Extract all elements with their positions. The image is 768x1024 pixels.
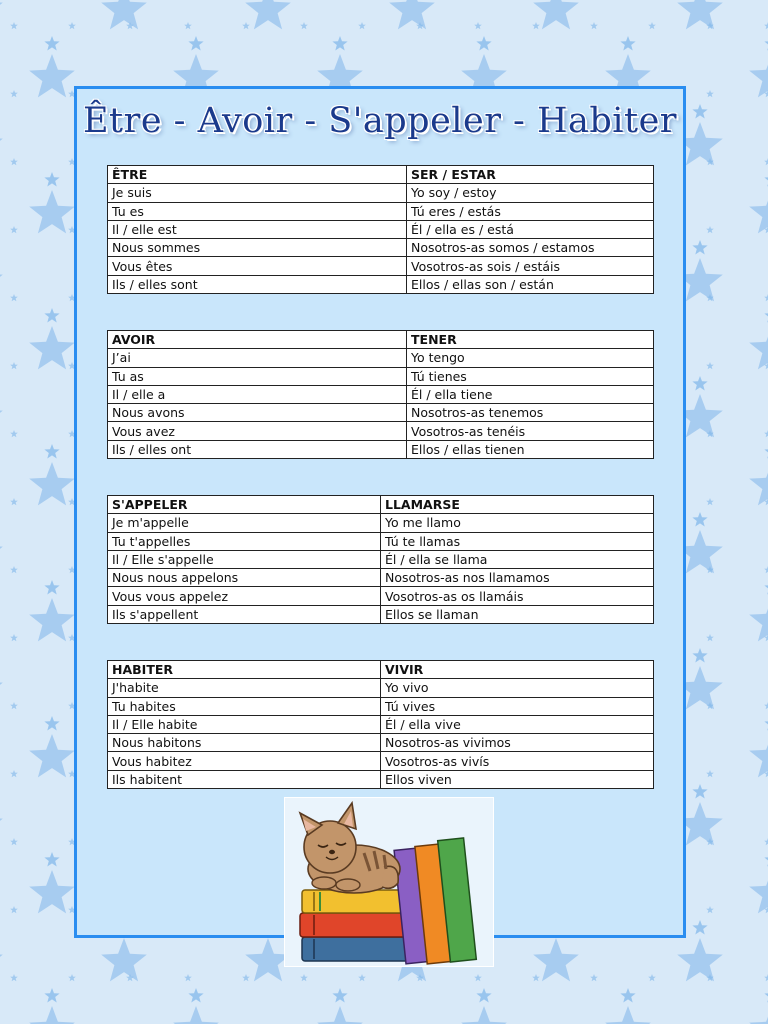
star-icon <box>29 1006 75 1024</box>
star-icon <box>706 498 714 505</box>
french-form-cell: Nous habitons <box>108 734 381 752</box>
french-verb-header: AVOIR <box>108 331 407 349</box>
star-icon <box>749 462 768 505</box>
spanish-form-cell: Vosotros-as tenéis <box>407 422 654 440</box>
table-row <box>108 385 654 403</box>
table-row <box>108 404 654 422</box>
star-icon <box>749 54 768 97</box>
spanish-form-cell: Nosotros-as somos / estamos <box>407 239 654 257</box>
spanish-form-cell: Él / ella vive <box>381 715 654 733</box>
star-icon <box>10 22 18 29</box>
star-icon <box>677 0 723 29</box>
spanish-form-cell: Yo soy / estoy <box>407 184 654 202</box>
french-form-cell: Ils / elles sont <box>108 275 407 293</box>
table-row <box>108 532 654 550</box>
star-icon <box>29 326 75 369</box>
table-row <box>108 715 654 733</box>
star-icon <box>764 172 768 187</box>
star-icon <box>749 190 768 233</box>
habiter-conjugation-table <box>107 660 654 789</box>
star-icon <box>101 0 147 29</box>
french-form-cell: Nous avons <box>108 404 407 422</box>
spanish-form-cell: Nosotros-as nos llamamos <box>381 569 654 587</box>
spanish-verb-header: LLAMARSE <box>381 496 654 514</box>
star-icon <box>590 974 598 981</box>
star-icon <box>29 598 75 641</box>
french-form-cell: Il / Elle s'appelle <box>108 550 381 568</box>
star-icon <box>173 1006 219 1024</box>
french-form-cell: Ils habitent <box>108 770 381 788</box>
sappeler-conjugation-table <box>107 495 654 624</box>
star-icon <box>10 838 18 845</box>
table-row <box>108 202 654 220</box>
spanish-form-cell: Tú te llamas <box>381 532 654 550</box>
table-header-row <box>108 331 654 349</box>
table-row <box>108 734 654 752</box>
star-icon <box>10 974 18 981</box>
star-icon <box>764 294 768 301</box>
table-row <box>108 697 654 715</box>
star-icon <box>10 770 18 777</box>
star-icon <box>68 974 76 981</box>
star-icon <box>692 920 707 935</box>
french-form-cell: Il / Elle habite <box>108 715 381 733</box>
star-icon <box>764 22 768 29</box>
french-form-cell: Vous avez <box>108 422 407 440</box>
star-icon <box>44 36 59 51</box>
table-row <box>108 550 654 568</box>
star-icon <box>476 988 491 1003</box>
french-form-cell: Vous êtes <box>108 257 407 275</box>
french-form-cell: Il / elle a <box>108 385 407 403</box>
table-header-row <box>108 661 654 679</box>
star-icon <box>532 22 540 29</box>
spanish-form-cell: Él / ella tiene <box>407 385 654 403</box>
table-row <box>108 349 654 367</box>
star-icon <box>332 988 347 1003</box>
table-row <box>108 770 654 788</box>
star-icon <box>0 530 3 573</box>
spanish-form-cell: Vosotros-as os llamáis <box>381 587 654 605</box>
star-icon <box>605 1006 651 1024</box>
spanish-verb-header: TENER <box>407 331 654 349</box>
star-icon <box>764 430 768 437</box>
star-icon <box>590 22 598 29</box>
star-icon <box>44 444 59 459</box>
spanish-form-cell: Tú vives <box>381 697 654 715</box>
star-icon <box>10 634 18 641</box>
french-form-cell: Vous vous appelez <box>108 587 381 605</box>
table-row <box>108 752 654 770</box>
star-icon <box>474 22 482 29</box>
star-icon <box>764 838 768 845</box>
table-row <box>108 569 654 587</box>
star-icon <box>533 0 579 29</box>
star-icon <box>29 54 75 97</box>
star-icon <box>332 36 347 51</box>
avoir-conjugation-table <box>107 330 654 459</box>
french-form-cell: Tu as <box>108 367 407 385</box>
star-icon <box>358 974 366 981</box>
star-icon <box>620 36 635 51</box>
table-row <box>108 275 654 293</box>
star-icon <box>764 716 768 731</box>
star-icon <box>476 36 491 51</box>
table-row <box>108 184 654 202</box>
star-icon <box>692 104 707 119</box>
french-form-cell: Vous habitez <box>108 752 381 770</box>
spanish-form-cell: Vosotros-as sois / estáis <box>407 257 654 275</box>
star-icon <box>29 190 75 233</box>
star-icon <box>29 870 75 913</box>
star-icon <box>300 974 308 981</box>
star-icon <box>10 430 18 437</box>
star-icon <box>648 22 656 29</box>
star-icon <box>648 974 656 981</box>
star-icon <box>0 802 3 845</box>
star-icon <box>764 852 768 867</box>
star-icon <box>706 906 714 913</box>
star-icon <box>533 938 579 981</box>
star-icon <box>764 988 768 1003</box>
star-icon <box>620 988 635 1003</box>
french-form-cell: Tu habites <box>108 697 381 715</box>
star-icon <box>692 784 707 799</box>
star-icon <box>245 0 291 29</box>
star-icon <box>10 498 18 505</box>
star-icon <box>68 22 76 29</box>
page-title: Être - Avoir - S'appeler - Habiter <box>82 101 678 141</box>
star-icon <box>10 362 18 369</box>
spanish-form-cell: Tú eres / estás <box>407 202 654 220</box>
star-icon <box>358 22 366 29</box>
star-icon <box>10 226 18 233</box>
star-icon <box>532 974 540 981</box>
star-icon <box>10 566 18 573</box>
spanish-form-cell: Ellos viven <box>381 770 654 788</box>
french-form-cell: Nous sommes <box>108 239 407 257</box>
french-verb-header: S'APPELER <box>108 496 381 514</box>
star-icon <box>0 258 3 301</box>
star-icon <box>184 22 192 29</box>
star-icon <box>44 580 59 595</box>
star-icon <box>0 666 3 709</box>
spanish-form-cell: Tú tienes <box>407 367 654 385</box>
spanish-form-cell: Nosotros-as tenemos <box>407 404 654 422</box>
french-form-cell: Ils / elles ont <box>108 440 407 458</box>
star-icon <box>389 0 435 29</box>
star-icon <box>706 90 714 97</box>
spanish-verb-header: SER / ESTAR <box>407 166 654 184</box>
star-icon <box>317 1006 363 1024</box>
star-icon <box>10 702 18 709</box>
spanish-form-cell: Ellos / ellas son / están <box>407 275 654 293</box>
star-icon <box>0 394 3 437</box>
star-icon <box>184 974 192 981</box>
spanish-form-cell: Él / ella es / está <box>407 220 654 238</box>
star-icon <box>749 870 768 913</box>
spanish-form-cell: Yo tengo <box>407 349 654 367</box>
table-row <box>108 605 654 623</box>
star-icon <box>0 122 3 165</box>
star-icon <box>706 770 714 777</box>
star-icon <box>10 90 18 97</box>
star-icon <box>706 362 714 369</box>
french-form-cell: Ils s'appellent <box>108 605 381 623</box>
french-form-cell: Nous nous appelons <box>108 569 381 587</box>
table-row <box>108 679 654 697</box>
star-icon <box>692 240 707 255</box>
star-icon <box>706 226 714 233</box>
star-icon <box>692 376 707 391</box>
star-icon <box>677 938 723 981</box>
table-header-row <box>108 496 654 514</box>
table-row <box>108 220 654 238</box>
table-row <box>108 257 654 275</box>
star-icon <box>44 716 59 731</box>
star-icon <box>44 172 59 187</box>
star-icon <box>764 444 768 459</box>
spanish-form-cell: Nosotros-as vivimos <box>381 734 654 752</box>
star-icon <box>44 308 59 323</box>
star-icon <box>44 852 59 867</box>
star-icon <box>749 734 768 777</box>
star-icon <box>10 294 18 301</box>
star-icon <box>764 158 768 165</box>
star-icon <box>764 36 768 51</box>
french-form-cell: Tu es <box>108 202 407 220</box>
table-row <box>108 440 654 458</box>
star-icon <box>749 598 768 641</box>
star-icon <box>44 988 59 1003</box>
star-icon <box>0 938 3 981</box>
star-icon <box>706 634 714 641</box>
table-row <box>108 587 654 605</box>
star-icon <box>764 702 768 709</box>
star-icon <box>764 580 768 595</box>
french-form-cell: J’ai <box>108 349 407 367</box>
spanish-form-cell: Ellos se llaman <box>381 605 654 623</box>
french-verb-header: HABITER <box>108 661 381 679</box>
spanish-form-cell: Ellos / ellas tienen <box>407 440 654 458</box>
spanish-verb-header: VIVIR <box>381 661 654 679</box>
star-icon <box>29 462 75 505</box>
star-icon <box>461 1006 507 1024</box>
star-icon <box>0 0 3 29</box>
star-icon <box>10 158 18 165</box>
french-form-cell: Tu t'appelles <box>108 532 381 550</box>
spanish-form-cell: Yo me llamo <box>381 514 654 532</box>
french-form-cell: Je suis <box>108 184 407 202</box>
table-row <box>108 367 654 385</box>
star-icon <box>188 988 203 1003</box>
table-row <box>108 514 654 532</box>
table-header-row <box>108 166 654 184</box>
french-form-cell: Je m'appelle <box>108 514 381 532</box>
star-icon <box>101 938 147 981</box>
star-icon <box>242 22 250 29</box>
star-icon <box>749 1006 768 1024</box>
star-icon <box>10 906 18 913</box>
star-icon <box>692 648 707 663</box>
spanish-form-cell: Yo vivo <box>381 679 654 697</box>
star-icon <box>764 308 768 323</box>
french-verb-header: ÊTRE <box>108 166 407 184</box>
star-icon <box>764 974 768 981</box>
etre-conjugation-table <box>107 165 654 294</box>
spanish-form-cell: Vosotros-as vivís <box>381 752 654 770</box>
french-form-cell: Il / elle est <box>108 220 407 238</box>
star-icon <box>474 974 482 981</box>
table-row <box>108 239 654 257</box>
star-icon <box>188 36 203 51</box>
star-icon <box>29 734 75 777</box>
table-row <box>108 422 654 440</box>
cat-on-books-icon <box>284 797 494 967</box>
french-form-cell: J'habite <box>108 679 381 697</box>
star-icon <box>692 512 707 527</box>
star-icon <box>300 22 308 29</box>
star-icon <box>749 326 768 369</box>
star-icon <box>764 566 768 573</box>
star-icon <box>242 974 250 981</box>
spanish-form-cell: Él / ella se llama <box>381 550 654 568</box>
